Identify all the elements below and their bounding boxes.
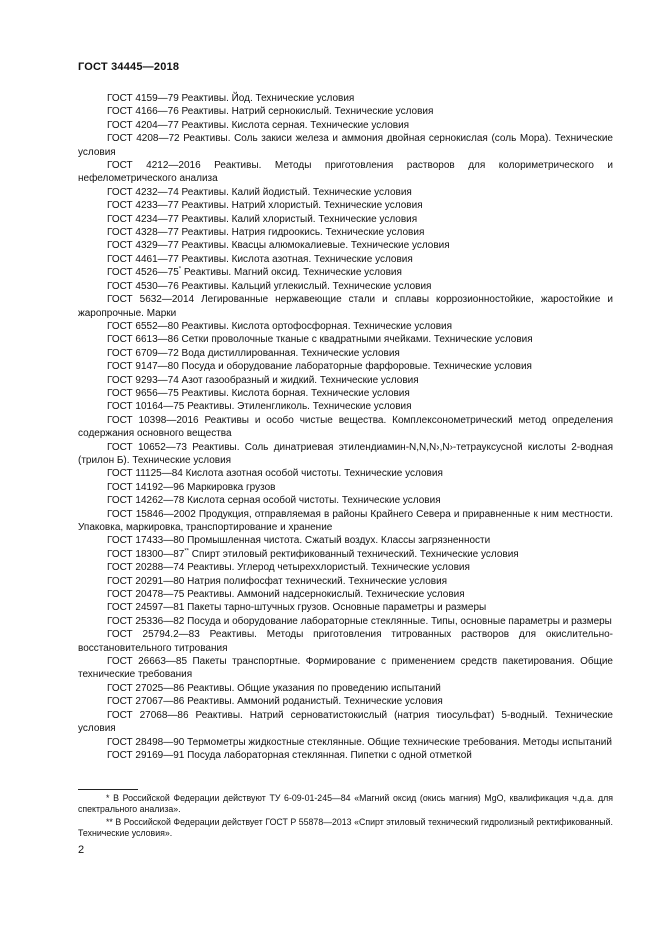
reference-entry xyxy=(78,293,613,320)
reference-entry xyxy=(78,347,613,360)
footnote: ** В Российской Федерации действует ГОСТ Р 55878—2013 «Спирт этиловый технический гидролизный ректификованный. Технические условия». xyxy=(78,816,613,838)
reference-text: ГОСТ 20288—74 Реактивы. Углерод четыреххлористый. Технические условия xyxy=(107,562,470,574)
reference-entry xyxy=(78,360,613,373)
reference-text-rest: Спирт этиловый ректификованный технический. Технические условия xyxy=(189,548,519,560)
reference-entry xyxy=(78,467,613,480)
reference-entry xyxy=(78,374,613,387)
reference-entry xyxy=(78,266,613,279)
reference-entry xyxy=(78,414,613,441)
reference-text: ГОСТ 10398—2016 Реактивы и особо чистые вещества. Комплексонометрический метод определения содержания основного вещества xyxy=(78,414,613,440)
reference-entry xyxy=(78,548,613,561)
reference-entry xyxy=(78,199,613,212)
reference-entry xyxy=(78,508,613,535)
reference-entry xyxy=(78,695,613,708)
reference-text: ГОСТ 24597—81 Пакеты тарно-штучных грузов. Основные параметры и размеры xyxy=(107,602,487,614)
reference-entry xyxy=(78,534,613,547)
reference-entry xyxy=(78,400,613,413)
reference-text: ГОСТ 4526—75 xyxy=(107,267,179,279)
reference-text: ГОСТ 27025—86 Реактивы. Общие указания по проведению испытаний xyxy=(107,682,441,694)
footnotes xyxy=(78,793,613,840)
reference-text: ГОСТ 4159—79 Реактивы. Йод. Технические условия xyxy=(107,93,355,104)
reference-text: ГОСТ 4234—77 Реактивы. Калий хлористый. Технические условия xyxy=(107,213,418,225)
reference-entry xyxy=(78,736,613,749)
reference-text: ГОСТ 15846—2002 Продукция, отправляемая в районы Крайнего Севера и приравненные к ним местности. Упаковка, маркировка, транспортирование и хранение xyxy=(78,508,613,533)
reference-text: ГОСТ 25794.2—83 Реактивы. Методы приготовления титрованных растворов для окислительно-восстановительного титрования xyxy=(78,629,613,654)
reference-entry xyxy=(78,588,613,601)
reference-text: ГОСТ 4208—72 Реактивы. Соль закиси железа и аммония двойная сернокислая (соль Мора). Технические условия xyxy=(78,133,613,158)
reference-entry xyxy=(78,615,613,628)
reference-text: ГОСТ 18300—87 xyxy=(107,548,185,560)
reference-entry xyxy=(78,213,613,226)
reference-text: ГОСТ 26663—85 Пакеты транспортные. Формирование с применением средств пакетирования. Общие технические требования xyxy=(78,656,613,681)
reference-entry xyxy=(78,239,613,252)
footnote-separator xyxy=(78,789,138,790)
reference-text: ГОСТ 11125—84 Кислота азотная особой чистоты. Технические условия xyxy=(107,468,443,480)
reference-text: ГОСТ 14192—96 Маркировка грузов xyxy=(107,481,276,493)
footnote-marker: ** xyxy=(184,548,190,555)
reference-entry xyxy=(78,186,613,199)
page-number: 2 xyxy=(78,844,85,856)
reference-text: ГОСТ 6552—80 Реактивы. Кислота ортофосфорная. Технические условия xyxy=(107,320,453,332)
reference-entry xyxy=(78,320,613,333)
reference-text: ГОСТ 4204—77 Реактивы. Кислота серная. Технические условия xyxy=(107,119,410,131)
document-header: ГОСТ 34445—2018 xyxy=(78,61,180,73)
reference-text: ГОСТ 17433—80 Промышленная чистота. Сжатый воздух. Классы загрязненности xyxy=(107,535,491,547)
reference-text: ГОСТ 9293—74 Азот газообразный и жидкий. Технические условия xyxy=(107,374,419,386)
reference-text: ГОСТ 4461—77 Реактивы. Кислота азотная. Технические условия xyxy=(107,253,413,265)
reference-text: ГОСТ 10164—75 Реактивы. Этиленгликоль. Технические условия xyxy=(107,401,412,413)
reference-entry xyxy=(78,575,613,588)
reference-text: ГОСТ 4166—76 Реактивы. Натрий сернокислый. Технические условия xyxy=(107,106,434,118)
reference-entry xyxy=(78,709,613,736)
reference-entry xyxy=(78,226,613,239)
reference-text: ГОСТ 20478—75 Реактивы. Аммоний надсернокислый. Технические условия xyxy=(107,589,465,601)
reference-entry xyxy=(78,387,613,400)
reference-entry xyxy=(78,132,613,159)
reference-entry xyxy=(78,655,613,682)
reference-entry xyxy=(78,561,613,574)
reference-entry xyxy=(78,159,613,186)
reference-entry xyxy=(78,119,613,132)
reference-entry xyxy=(78,682,613,695)
reference-text: ГОСТ 4212—2016 Реактивы. Методы приготовления растворов для колориметрического и нефелометрического анализа xyxy=(78,160,613,185)
reference-text: ГОСТ 4233—77 Реактивы. Натрий хлористый. Технические условия xyxy=(107,200,423,212)
reference-entry xyxy=(78,749,613,762)
reference-entry xyxy=(78,280,613,293)
reference-text: ГОСТ 6709—72 Вода дистиллированная. Технические условия xyxy=(107,347,400,359)
reference-text: ГОСТ 29169—91 Посуда лабораторная стеклянная. Пипетки с одной отметкой xyxy=(107,749,472,761)
reference-text: ГОСТ 9656—75 Реактивы. Кислота борная. Технические условия xyxy=(107,387,410,399)
reference-text: ГОСТ 27068—86 Реактивы. Натрий серноватистокислый (натрия тиосульфат) 5-водный. Технические условия xyxy=(78,709,613,735)
reference-text: ГОСТ 27067—86 Реактивы. Аммоний роданистый. Технические условия xyxy=(107,696,443,708)
reference-entry xyxy=(78,494,613,507)
reference-text: ГОСТ 4530—76 Реактивы. Кальций углекислый. Технические условия xyxy=(107,280,432,292)
reference-text-rest: Реактивы. Магний оксид. Технические условия xyxy=(181,267,402,279)
reference-entry xyxy=(78,481,613,494)
reference-entry xyxy=(78,253,613,266)
reference-entry xyxy=(78,441,613,468)
reference-text: ГОСТ 14262—78 Кислота серная особой чистоты. Технические условия xyxy=(107,495,441,507)
reference-text: ГОСТ 10652—73 Реактивы. Соль динатриевая этилендиамин-N,N,N›,N›-тетрауксусной кислоты 2-водная (трилон Б). Технические условия xyxy=(78,441,613,466)
reference-entry xyxy=(78,92,613,105)
footnote: * В Российской Федерации действуют ТУ 6-09-01-245—84 «Магний оксид (окись магния) MgO, квалификация ч.д.а. для спектрального анализа». xyxy=(78,793,613,815)
reference-text: ГОСТ 4329—77 Реактивы. Квасцы алюмокалиевые. Технические условия xyxy=(107,240,450,252)
reference-text: ГОСТ 6613—86 Сетки проволочные тканые с квадратными ячейками. Технические условия xyxy=(107,334,533,346)
reference-text: ГОСТ 4328—77 Реактивы. Натрия гидроокись. Технические условия xyxy=(107,227,425,239)
reference-entry xyxy=(78,105,613,118)
reference-text: ГОСТ 20291—80 Натрия полифосфат технический. Технические условия xyxy=(107,575,448,587)
reference-entry xyxy=(78,333,613,346)
reference-text: ГОСТ 5632—2014 Легированные нержавеющие стали и сплавы коррозионностойкие, жаростойкие и жаропрочные. Марки xyxy=(78,294,613,319)
references-list xyxy=(78,92,613,762)
reference-text: ГОСТ 25336—82 Посуда и оборудование лабораторные стеклянные. Типы, основные параметры и размеры xyxy=(107,615,612,627)
reference-text: ГОСТ 9147—80 Посуда и оборудование лабораторные фарфоровые. Технические условия xyxy=(107,361,532,373)
reference-entry xyxy=(78,601,613,614)
reference-text: ГОСТ 4232—74 Реактивы. Калий йодистый. Технические условия xyxy=(107,186,412,198)
footnote-marker: * xyxy=(178,266,182,273)
reference-text: ГОСТ 28498—90 Термометры жидкостные стеклянные. Общие технические требования. Методы испытаний xyxy=(107,736,612,748)
reference-entry xyxy=(78,628,613,655)
